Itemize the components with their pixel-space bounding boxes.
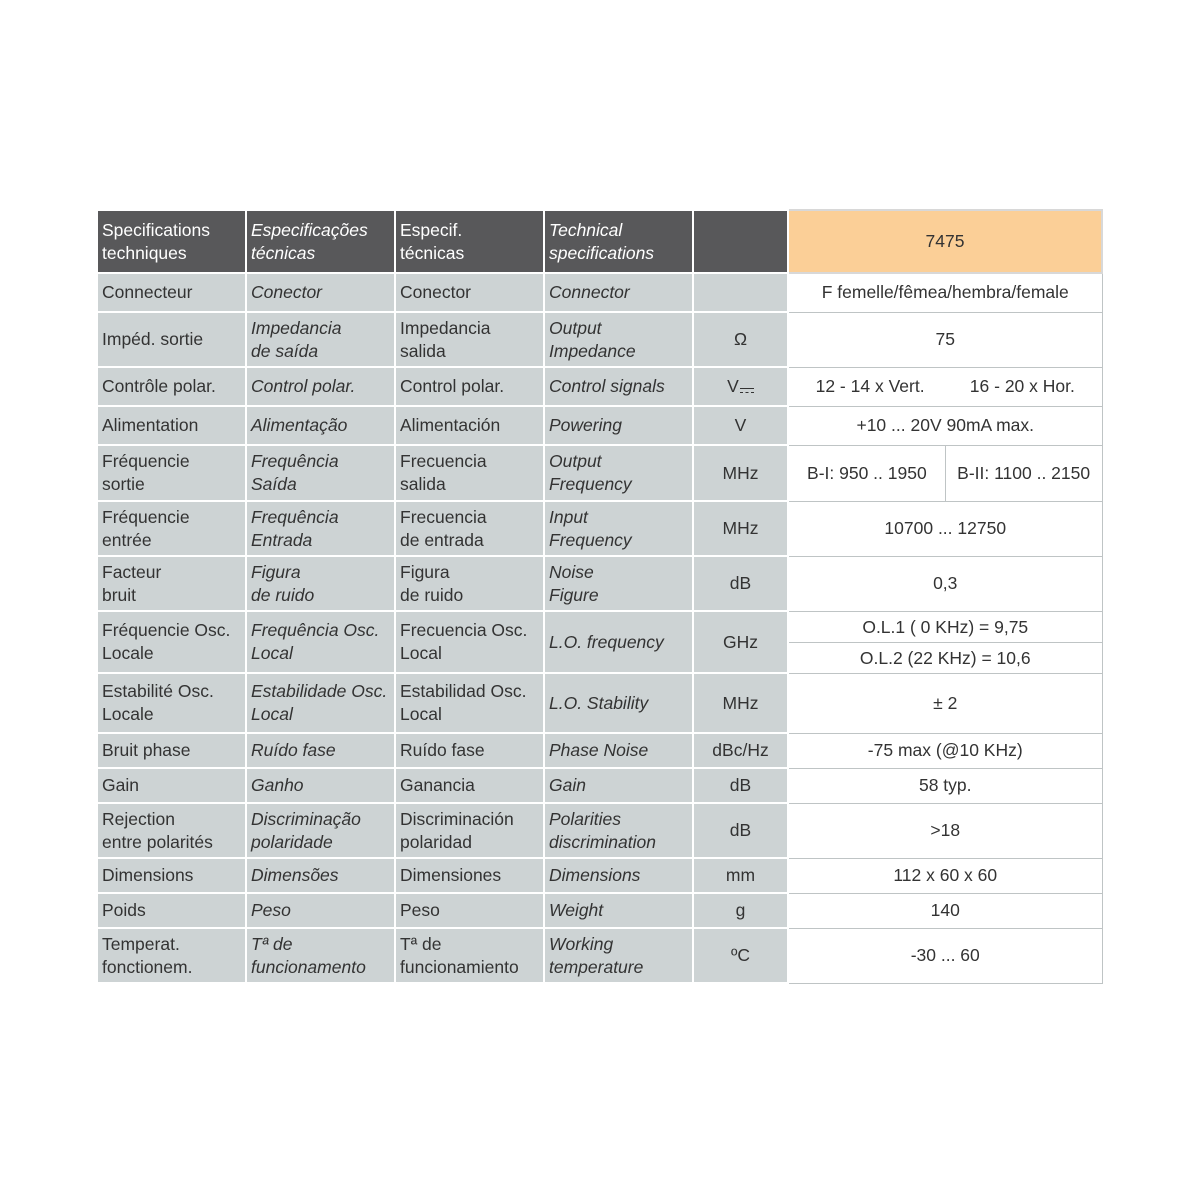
value-part: B-II: 1100 .. 2150: [957, 462, 1091, 483]
table-row: [97, 367, 1102, 406]
label-fr: Facteur bruit: [97, 556, 246, 611]
unit-cell: V: [693, 367, 788, 406]
label-en: Output Frequency: [544, 445, 693, 501]
unit-cell: g: [693, 893, 788, 928]
unit-cell: V: [693, 406, 788, 445]
label-fr: Contrôle polar.: [97, 367, 246, 406]
label-es: Impedancia salida: [395, 312, 544, 367]
label-en: Weight: [544, 893, 693, 928]
unit-cell: [693, 273, 788, 312]
unit-cell: GHz: [693, 611, 788, 673]
label-pt: Discriminação polaridade: [246, 803, 395, 858]
table-row: [97, 768, 1102, 803]
header-en: Technical specifications: [544, 210, 693, 273]
table-row: [97, 893, 1102, 928]
label-pt: Tª de funcionamento: [246, 928, 395, 983]
label-fr: Alimentation: [97, 406, 246, 445]
table-row: [97, 445, 1102, 501]
label-pt: Impedancia de saída: [246, 312, 395, 367]
table-row: [97, 928, 1102, 983]
table-body: [97, 273, 1102, 983]
label-pt: Control polar.: [246, 367, 395, 406]
label-pt: Peso: [246, 893, 395, 928]
value-cell: [788, 445, 1102, 501]
label-pt: Conector: [246, 273, 395, 312]
table-row: [97, 312, 1102, 367]
value-cell: [788, 367, 1102, 406]
label-en: L.O. Stability: [544, 673, 693, 733]
value-cell: +10 ... 20V 90mA max.: [788, 406, 1102, 445]
label-en: Working temperature: [544, 928, 693, 983]
table-row: [97, 501, 1102, 556]
table-row: [97, 733, 1102, 768]
value-cell: [788, 611, 1102, 673]
spec-table: [96, 209, 1103, 984]
label-fr: Fréquencie entrée: [97, 501, 246, 556]
unit-cell: dB: [693, 803, 788, 858]
table-row: [97, 556, 1102, 611]
value-cell: F femelle/fêmea/hembra/female: [788, 273, 1102, 312]
unit-cell: ºC: [693, 928, 788, 983]
value-part: 16 - 20 x Hor.: [969, 376, 1075, 396]
label-es: Control polar.: [395, 367, 544, 406]
label-en: Powering: [544, 406, 693, 445]
value-part: O.L.2 (22 KHz) = 10,6: [789, 642, 1102, 673]
label-es: Conector: [395, 273, 544, 312]
header-pt: Especificações técnicas: [246, 210, 395, 273]
unit-cell: Ω: [693, 312, 788, 367]
dc-symbol-icon: [740, 386, 754, 394]
label-es: Frecuencia salida: [395, 445, 544, 501]
table-row: [97, 803, 1102, 858]
label-pt: Ruído fase: [246, 733, 395, 768]
unit-cell: dB: [693, 556, 788, 611]
value-cell: 0,3: [788, 556, 1102, 611]
value-cell: 140: [788, 893, 1102, 928]
label-es: Ganancia: [395, 768, 544, 803]
label-en: Gain: [544, 768, 693, 803]
label-fr: Connecteur: [97, 273, 246, 312]
header-unit: [693, 210, 788, 273]
value-part: B-I: 950 .. 1950: [789, 446, 946, 501]
label-pt: Frequência Osc. Local: [246, 611, 395, 673]
value-cell: -75 max (@10 KHz): [788, 733, 1102, 768]
value-cell: 10700 ... 12750: [788, 501, 1102, 556]
table-row: [97, 673, 1102, 733]
label-en: Output Impedance: [544, 312, 693, 367]
label-fr: Dimensions: [97, 858, 246, 893]
value-cell: -30 ... 60: [788, 928, 1102, 983]
table-header: [97, 210, 1102, 273]
label-es: Ruído fase: [395, 733, 544, 768]
label-en: Connector: [544, 273, 693, 312]
header-fr: Specifications techniques: [97, 210, 246, 273]
label-en: Phase Noise: [544, 733, 693, 768]
table-row: [97, 858, 1102, 893]
unit-cell: MHz: [693, 501, 788, 556]
unit-cell: dBc/Hz: [693, 733, 788, 768]
value-cell: 112 x 60 x 60: [788, 858, 1102, 893]
header-es: Especif. técnicas: [395, 210, 544, 273]
label-en: L.O. frequency: [544, 611, 693, 673]
label-fr: Fréquencie sortie: [97, 445, 246, 501]
value-cell: >18: [788, 803, 1102, 858]
label-es: Peso: [395, 893, 544, 928]
label-fr: Temperat. fonctionem.: [97, 928, 246, 983]
label-es: Estabilidad Osc. Local: [395, 673, 544, 733]
label-es: Frecuencia de entrada: [395, 501, 544, 556]
unit-cell: MHz: [693, 445, 788, 501]
header-row: [97, 210, 1102, 273]
header-model: 7475: [788, 210, 1102, 273]
label-es: Alimentación: [395, 406, 544, 445]
label-es: Frecuencia Osc. Local: [395, 611, 544, 673]
unit-cell: mm: [693, 858, 788, 893]
label-en: Input Frequency: [544, 501, 693, 556]
label-pt: Figura de ruido: [246, 556, 395, 611]
label-pt: Estabilidade Osc. Local: [246, 673, 395, 733]
value-cell: ± 2: [788, 673, 1102, 733]
value-cell: 75: [788, 312, 1102, 367]
label-en: Control signals: [544, 367, 693, 406]
label-es: Discriminación polaridad: [395, 803, 544, 858]
label-en: Noise Figure: [544, 556, 693, 611]
label-fr: Impéd. sortie: [97, 312, 246, 367]
label-fr: Bruit phase: [97, 733, 246, 768]
table-row: [97, 273, 1102, 312]
label-fr: Poids: [97, 893, 246, 928]
label-fr: Gain: [97, 768, 246, 803]
unit-cell: dB: [693, 768, 788, 803]
label-pt: Ganho: [246, 768, 395, 803]
value-part: 12 - 14 x Vert.: [815, 376, 925, 396]
value-part: O.L.1 ( 0 KHz) = 9,75: [862, 616, 1029, 637]
label-pt: Alimentação: [246, 406, 395, 445]
label-es: Figura de ruido: [395, 556, 544, 611]
unit-cell: MHz: [693, 673, 788, 733]
value-cell: 58 typ.: [788, 768, 1102, 803]
label-fr: Estabilité Osc. Locale: [97, 673, 246, 733]
label-fr: Fréquencie Osc. Locale: [97, 611, 246, 673]
label-fr: Rejection entre polarités: [97, 803, 246, 858]
label-pt: Frequência Saída: [246, 445, 395, 501]
label-pt: Frequência Entrada: [246, 501, 395, 556]
table-row: [97, 611, 1102, 673]
table-row: [97, 406, 1102, 445]
label-en: Dimensions: [544, 858, 693, 893]
label-pt: Dimensões: [246, 858, 395, 893]
label-en: Polarities discrimination: [544, 803, 693, 858]
label-es: Dimensiones: [395, 858, 544, 893]
label-es: Tª de funcionamiento: [395, 928, 544, 983]
